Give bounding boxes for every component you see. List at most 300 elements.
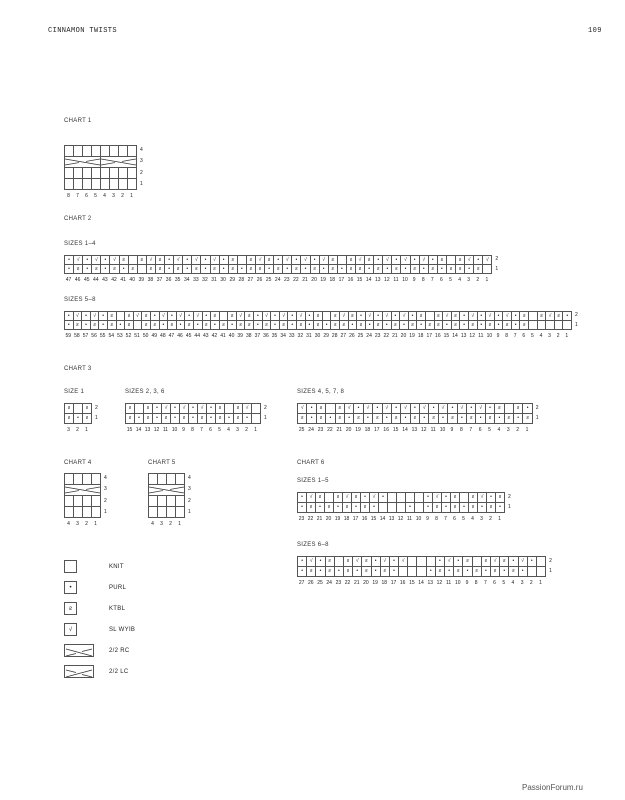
stitch-cell: ƨ: [456, 256, 465, 265]
stitch-cell: •: [467, 404, 476, 414]
stitch-cell: ƨ: [265, 256, 274, 265]
stitch-cell: •: [99, 321, 108, 330]
stitch-cell: √: [340, 312, 349, 321]
column-number: 1: [525, 427, 529, 433]
stitch-cell: •: [338, 265, 347, 274]
stitch-cell: •: [165, 256, 174, 265]
stitch-cell: •: [357, 312, 366, 321]
stitch-cell: √: [469, 312, 478, 321]
column-number: 5: [94, 193, 97, 199]
column-numbers: [125, 427, 267, 433]
stitch-cell: ƨ: [156, 265, 165, 274]
stitch-cell: ƨ: [125, 321, 134, 330]
stitch-cell: [74, 474, 83, 485]
stitch-cell: ƨ: [374, 321, 383, 330]
stitch-cell: ƨ: [500, 557, 509, 567]
stitch-cell: •: [411, 404, 420, 414]
stitch-cell: •: [383, 321, 392, 330]
stitch-cell: •: [401, 414, 410, 424]
column-number: 41: [120, 277, 126, 283]
column-number: 4: [511, 580, 515, 586]
key-item-2-2-lc: [64, 665, 264, 678]
column-number: 21: [392, 333, 398, 339]
stitch-cell: √: [353, 557, 362, 567]
stitch-cell: •: [254, 321, 263, 330]
column-number: 6: [85, 193, 88, 199]
stitch-cell: ƨ: [538, 312, 547, 321]
chart-body: [64, 145, 143, 190]
stitch-key: [64, 560, 264, 686]
column-number: 11: [430, 427, 436, 433]
stitch-cell: ƨ: [280, 321, 289, 330]
column-number: 49: [151, 333, 158, 339]
stitch-cell: •: [243, 414, 252, 424]
row-number: 1: [188, 508, 191, 515]
row-number: 1: [508, 504, 511, 511]
stitch-cell: •: [366, 321, 375, 330]
stitch-cell: √: [465, 256, 474, 265]
stitch-cell: √: [356, 256, 365, 265]
stitch-cell: •: [512, 312, 521, 321]
stitch-cell: •: [65, 265, 74, 274]
stitch-cell: ƨ: [156, 256, 165, 265]
stitch-cell: [119, 146, 128, 157]
stitch-cell: √: [160, 312, 169, 321]
stitch-cell: •: [271, 312, 280, 321]
stitch-cell: ƨ: [381, 567, 390, 577]
column-number: 52: [125, 333, 132, 339]
stitch-cell: •: [335, 567, 344, 577]
row-number: 3: [188, 486, 191, 493]
row-numbers: [104, 473, 107, 518]
stitch-cell: ƨ: [373, 414, 382, 424]
key-item-purl: [64, 581, 264, 594]
stitch-cell: √: [177, 312, 186, 321]
column-number: 3: [520, 580, 524, 586]
row-numbers: [140, 145, 143, 190]
column-numbers: [64, 521, 107, 527]
stitch-cell: •: [424, 503, 433, 513]
stitch-cell: √: [400, 312, 409, 321]
column-numbers: [297, 516, 511, 522]
stitch-cell: [427, 557, 436, 567]
stitch-cell: [426, 312, 435, 321]
stitch-cell: •: [228, 321, 237, 330]
stitch-cell: ƨ: [456, 265, 465, 274]
column-number: 4: [458, 277, 461, 283]
row-number: 1: [264, 415, 267, 422]
column-number: 13: [388, 516, 395, 522]
stitch-cell: ƨ: [247, 256, 256, 265]
stitch-cell: •: [370, 503, 379, 513]
chart-grid: [148, 473, 185, 518]
column-number: 23: [374, 333, 381, 339]
stitch-cell: [135, 404, 144, 414]
stitch-cell: [129, 256, 138, 265]
chart5-title: CHART 5: [148, 460, 176, 466]
chart-body: [297, 403, 539, 424]
stitch-cell: ƨ: [374, 265, 383, 274]
stitch-cell: ƨ: [474, 265, 483, 274]
stitch-cell: √: [74, 256, 83, 265]
stitch-cell: [110, 179, 119, 190]
stitch-cell: [338, 256, 347, 265]
column-number: 35: [271, 333, 278, 339]
column-number: 6: [209, 427, 212, 433]
column-number: 4: [151, 521, 154, 527]
stitch-cell: √: [366, 312, 375, 321]
stitch-cell: ƨ: [108, 312, 117, 321]
column-number: 19: [409, 333, 415, 339]
stitch-cell: •: [495, 312, 504, 321]
stitch-cell: •: [482, 567, 491, 577]
stitch-cell: [528, 567, 537, 577]
row-number: 4: [104, 475, 107, 482]
stitch-cell: ƨ: [336, 414, 345, 424]
stitch-cell: ƨ: [362, 557, 371, 567]
stitch-cell: [119, 179, 128, 190]
stitch-cell: •: [298, 503, 307, 513]
column-number: 18: [364, 427, 371, 433]
stitch-cell: √: [307, 493, 316, 503]
stitch-cell: [388, 493, 397, 503]
stitch-cell: ƨ: [126, 414, 135, 424]
column-number: 21: [302, 277, 308, 283]
column-number: 1: [178, 521, 181, 527]
stitch-cell: •: [189, 414, 198, 424]
column-number: 14: [402, 427, 408, 433]
running-header: CINNAMON TWISTS: [48, 27, 118, 35]
stitch-cell: ƨ: [509, 567, 518, 577]
stitch-cell: ƨ: [151, 321, 160, 330]
column-number: 27: [247, 277, 254, 283]
column-number: 17: [426, 333, 433, 339]
stitch-cell: [138, 265, 147, 274]
stitch-cell: •: [563, 312, 572, 321]
key-label: SL WYIB: [109, 626, 136, 633]
chart-grid: [64, 145, 137, 190]
stitch-cell: [65, 474, 74, 485]
column-number: 54: [108, 333, 115, 339]
row-number: 3: [104, 486, 107, 493]
stitch-cell: √: [162, 404, 171, 414]
stitch-cell: √: [91, 312, 100, 321]
key-item-ktbl: [64, 602, 264, 615]
stitch-cell: [220, 312, 229, 321]
stitch-cell: •: [117, 321, 126, 330]
stitch-cell: •: [323, 321, 332, 330]
column-numbers: [64, 277, 498, 283]
column-number: 25: [317, 580, 323, 586]
stitch-cell: [65, 507, 74, 518]
column-number: 50: [142, 333, 149, 339]
stitch-cell: ƨ: [331, 312, 340, 321]
stitch-cell: •: [207, 414, 216, 424]
column-number: 1: [94, 521, 97, 527]
column-number: 13: [374, 277, 381, 283]
column-number: 37: [156, 277, 163, 283]
stitch-cell: ƨ: [144, 404, 153, 414]
stitch-cell: √: [364, 404, 373, 414]
ktbl-symbol-icon: ƨ: [64, 602, 77, 615]
column-number: 30: [220, 277, 226, 283]
column-number: 7: [483, 580, 487, 586]
chart-body: [125, 403, 267, 424]
column-number: 25: [357, 333, 364, 339]
stitch-cell: •: [171, 414, 180, 424]
stitch-cell: ƨ: [247, 265, 256, 274]
stitch-cell: ƨ: [245, 321, 254, 330]
stitch-cell: ƨ: [435, 312, 444, 321]
column-number: 4: [227, 427, 230, 433]
stitch-cell: ƨ: [234, 414, 243, 424]
stitch-cell: ƨ: [326, 557, 335, 567]
column-number: 16: [347, 277, 354, 283]
stitch-cell: ƨ: [467, 414, 476, 424]
stitch-cell: √: [307, 557, 316, 567]
chart4-title: CHART 4: [64, 460, 92, 466]
column-number: 19: [372, 580, 378, 586]
row-number: 2: [188, 497, 191, 504]
stitch-cell: √: [301, 256, 310, 265]
stitch-cell: √: [283, 256, 292, 265]
stitch-cell: [529, 321, 538, 330]
stitch-cell: √: [343, 493, 352, 503]
chart6-title: CHART 6: [297, 460, 325, 466]
stitch-cell: √: [486, 312, 495, 321]
column-numbers: [64, 193, 143, 199]
column-number: 20: [311, 277, 317, 283]
stitch-cell: •: [373, 404, 382, 414]
stitch-cell: •: [220, 256, 229, 265]
column-number: 51: [134, 333, 140, 339]
stitch-cell: •: [427, 567, 436, 577]
column-number: 5: [502, 580, 506, 586]
column-number: 5: [218, 427, 221, 433]
column-number: 19: [355, 427, 361, 433]
column-number: 2: [121, 193, 124, 199]
stitch-cell: •: [528, 557, 537, 567]
column-number: 8: [67, 193, 70, 199]
column-number: 1: [485, 277, 489, 283]
column-numbers: [64, 427, 98, 433]
row-number: 1: [104, 508, 107, 515]
stitch-cell: •: [283, 265, 292, 274]
stitch-cell: ƨ: [495, 404, 504, 414]
stitch-cell: [92, 507, 101, 518]
stitch-cell: ƨ: [411, 265, 420, 274]
slip-symbol-icon: √: [64, 623, 77, 636]
chart-grid: [297, 556, 546, 577]
chart3-sizes-2-3-6-label: SIZES 2, 3, 6: [125, 389, 165, 395]
stitch-cell: ƨ: [334, 493, 343, 503]
column-number: 11: [445, 580, 452, 586]
stitch-cell: •: [460, 321, 469, 330]
stitch-cell: [388, 503, 397, 513]
column-number: 57: [82, 333, 89, 339]
column-number: 44: [194, 333, 200, 339]
row-number: 2: [95, 404, 98, 411]
column-number: 28: [331, 333, 338, 339]
chart1: [64, 145, 143, 199]
stitch-cell: ƨ: [331, 321, 340, 330]
stitch-cell: √: [92, 256, 101, 265]
chart-grid: [297, 492, 505, 513]
column-number: 8: [459, 427, 463, 433]
stitch-cell: ƨ: [448, 414, 457, 424]
column-numbers: [148, 521, 191, 527]
chart-grid: [64, 311, 572, 330]
stitch-cell: ƨ: [174, 265, 183, 274]
stitch-cell: •: [189, 404, 198, 414]
key-item-2-2-rc: [64, 644, 264, 657]
stitch-cell: [74, 179, 83, 190]
stitch-cell: ƨ: [263, 321, 272, 330]
stitch-cell: •: [486, 404, 495, 414]
chart4: [64, 473, 107, 527]
column-number: 1: [254, 427, 257, 433]
stitch-cell: •: [288, 321, 297, 330]
stitch-cell: [176, 474, 185, 485]
stitch-cell: √: [476, 404, 485, 414]
column-number: 19: [320, 277, 326, 283]
chart3-size-1-label: SIZE 1: [64, 389, 85, 395]
stitch-cell: •: [445, 567, 454, 577]
stitch-cell: [379, 503, 388, 513]
stitch-cell: •: [306, 312, 315, 321]
stitch-cell: ƨ: [438, 256, 447, 265]
column-number: 2: [245, 427, 248, 433]
column-number: 9: [496, 333, 500, 339]
row-number: 1: [495, 265, 499, 272]
stitch-cell: ƨ: [91, 321, 100, 330]
stitch-cell: [415, 503, 424, 513]
column-number: 12: [436, 580, 443, 586]
stitch-cell: [397, 503, 406, 513]
column-number: 14: [418, 580, 424, 586]
stitch-cell: •: [207, 404, 216, 414]
stitch-cell: [74, 507, 83, 518]
stitch-cell: [225, 404, 234, 414]
row-number: 2: [264, 404, 267, 411]
stitch-cell: •: [220, 265, 229, 274]
stitch-cell: [538, 321, 547, 330]
stitch-cell: [101, 168, 110, 179]
stitch-cell: ƨ: [436, 567, 445, 577]
stitch-cell: •: [495, 414, 504, 424]
column-number: 34: [183, 277, 190, 283]
stitch-cell: ƨ: [505, 414, 514, 424]
stitch-cell: [83, 179, 92, 190]
stitch-cell: [176, 507, 185, 518]
stitch-cell: ƨ: [469, 503, 478, 513]
stitch-cell: √: [546, 312, 555, 321]
stitch-cell: •: [519, 567, 528, 577]
stitch-cell: ƨ: [329, 265, 338, 274]
column-number: 18: [343, 516, 350, 522]
stitch-cell: •: [316, 503, 325, 513]
column-number: 32: [297, 333, 304, 339]
stitch-cell: •: [429, 256, 438, 265]
column-number: 8: [421, 277, 425, 283]
stitch-cell: [252, 404, 261, 414]
column-number: 40: [228, 333, 235, 339]
stitch-cell: •: [298, 557, 307, 567]
column-number: 16: [361, 516, 368, 522]
column-number: 10: [415, 516, 422, 522]
chart-body: [64, 473, 107, 518]
stitch-cell: •: [82, 321, 91, 330]
stitch-cell: •: [65, 256, 74, 265]
stitch-cell: •: [424, 493, 433, 503]
stitch-cell: ƨ: [162, 414, 171, 424]
key-item-sl-wyib: [64, 623, 264, 636]
stitch-cell: ƨ: [297, 321, 306, 330]
column-number: 16: [399, 580, 406, 586]
stitch-cell: ƨ: [256, 265, 265, 274]
row-number: 1: [95, 415, 98, 422]
stitch-cell: ƨ: [555, 312, 564, 321]
stitch-cell: •: [392, 312, 401, 321]
stitch-cell: ƨ: [92, 265, 101, 274]
stitch-cell: •: [496, 503, 505, 513]
stitch-cell: ƨ: [426, 321, 435, 330]
stitch-cell: •: [401, 265, 410, 274]
stitch-cell: ƨ: [514, 404, 523, 414]
column-number: 2: [85, 521, 88, 527]
stitch-cell: ƨ: [344, 557, 353, 567]
column-number: 33: [288, 333, 295, 339]
cable-cross-icon: [65, 157, 100, 167]
stitch-cell: •: [523, 404, 532, 414]
stitch-cell: [65, 496, 74, 507]
stitch-cell: •: [509, 557, 518, 567]
row-number: 2: [495, 256, 499, 263]
column-number: 2: [529, 580, 533, 586]
stitch-cell: [128, 168, 137, 179]
column-number: 3: [548, 333, 551, 339]
column-number: 1: [539, 580, 542, 586]
column-number: 24: [308, 427, 314, 433]
column-number: 15: [356, 277, 363, 283]
stitch-cell: •: [334, 503, 343, 513]
stitch-cell: √: [383, 312, 392, 321]
stitch-cell: ƨ: [452, 321, 461, 330]
stitch-cell: [167, 474, 176, 485]
column-number: 16: [435, 333, 441, 339]
stitch-cell: •: [185, 312, 194, 321]
row-number: 2: [508, 493, 511, 500]
stitch-cell: •: [474, 256, 483, 265]
stitch-cell: •: [201, 265, 210, 274]
column-number: 5: [530, 333, 534, 339]
stitch-cell: [252, 414, 261, 424]
column-number: 9: [426, 516, 429, 522]
chart2-sizes-1-4-label: SIZES 1–4: [64, 241, 96, 247]
stitch-cell: ƨ: [229, 256, 238, 265]
stitch-cell: ƨ: [216, 414, 225, 424]
stitch-cell: •: [460, 312, 469, 321]
stitch-cell: ƨ: [138, 256, 147, 265]
column-number: 5: [462, 516, 465, 522]
chart2-sizes-1-4: [64, 255, 498, 283]
stitch-cell: [325, 493, 334, 503]
stitch-cell: [176, 496, 185, 507]
stitch-cell: ƨ: [356, 265, 365, 274]
stitch-cell: ƨ: [451, 503, 460, 513]
stitch-cell: √: [420, 404, 429, 414]
chart-body: [148, 473, 191, 518]
